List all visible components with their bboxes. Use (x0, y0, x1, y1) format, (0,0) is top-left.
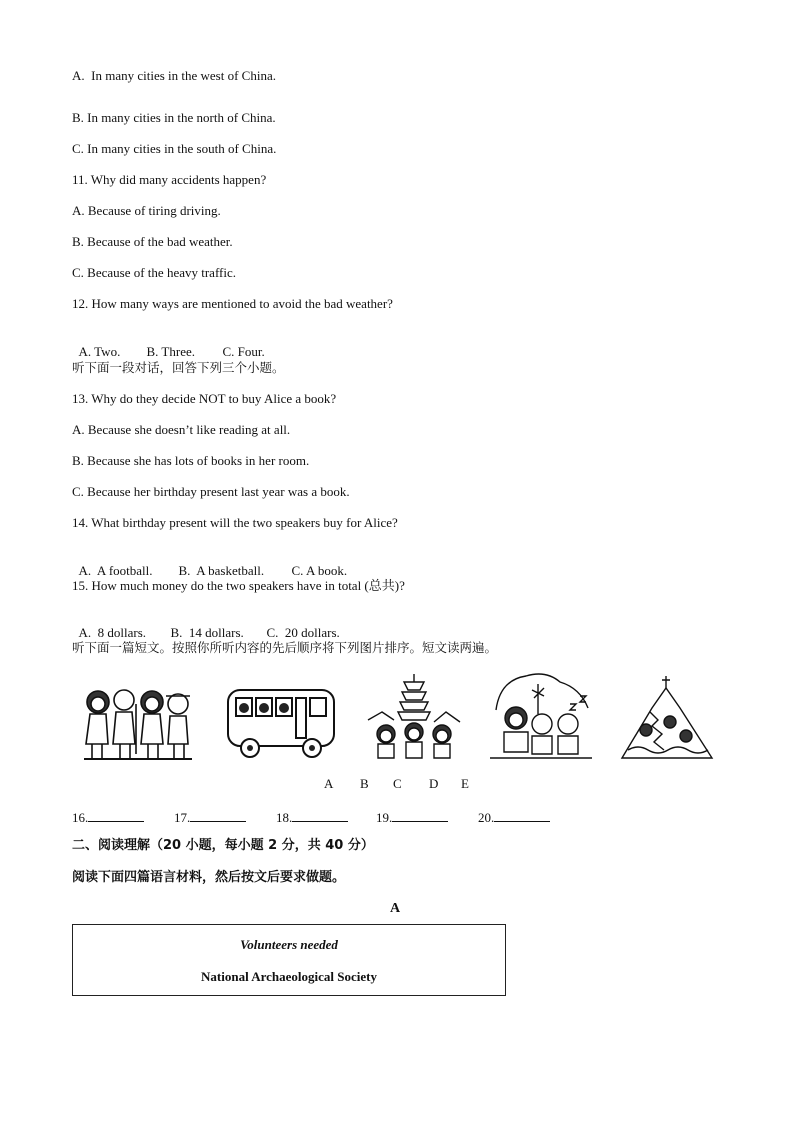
answer-blank-18[interactable] (276, 808, 348, 826)
q13-option-b: B. Because she has lots of books in her room. (72, 453, 310, 468)
question-15: 15. How much money do the two speakers have in total (总共)? (72, 578, 405, 593)
picture-letter-c: C (393, 776, 402, 791)
blank-number: 20. (478, 810, 495, 825)
picture-letter-d: D (429, 776, 439, 791)
question-12: 12. How many ways are mentioned to avoid the bad weather? (72, 296, 393, 311)
q13-option-c: C. Because her birthday present last year was a book. (72, 484, 350, 499)
notice-title: Volunteers needed (240, 937, 338, 952)
q15-option-b: B. 14 dollars. (170, 625, 244, 640)
notice-box (72, 924, 506, 996)
picture-bus (224, 684, 340, 762)
q14-options (72, 547, 347, 579)
q15-option-a: A. 8 dollars. (78, 625, 147, 640)
q11-option-b: B. Because of the bad weather. (72, 234, 233, 249)
q13-option-a: A. Because she doesn’t like reading at all. (72, 422, 291, 437)
blank-number: 17. (174, 810, 191, 825)
q14-option-c: C. A book. (291, 563, 348, 578)
q12-option-c: C. Four. (222, 344, 265, 359)
question-13: 13. Why do they decide NOT to buy Alice a book? (72, 391, 337, 406)
answer-blank-17[interactable] (174, 808, 246, 826)
picture-kids-group (80, 684, 196, 762)
picture-letter-e: E (461, 776, 469, 791)
blank-number: 16. (72, 810, 89, 825)
question-11: 11. Why did many accidents happen? (72, 172, 267, 187)
answer-blank-19[interactable] (376, 808, 448, 826)
q10-option-c: C. In many cities in the south of China. (72, 141, 277, 156)
blank-number: 18. (276, 810, 293, 825)
picture-pagoda (366, 672, 462, 762)
answer-blank-20[interactable] (478, 808, 550, 826)
q12-option-a: A. Two. (78, 344, 121, 359)
answer-blank-16[interactable] (72, 808, 144, 826)
dialog-instruction: 听下面一段对话，回答下列三个小题。 (72, 360, 285, 375)
q14-option-a: A. A football. (78, 563, 153, 578)
q10-option-b: B. In many cities in the north of China. (72, 110, 276, 125)
section-2-instruction: 阅读下面四篇语言材料，然后按文后要求做题。 (72, 870, 346, 885)
passage-label: A (390, 901, 401, 916)
q15-option-c: C. 20 dollars. (266, 625, 340, 640)
q11-option-c: C. Because of the heavy traffic. (72, 265, 236, 280)
q14-option-b: B. A basketball. (178, 563, 265, 578)
section-2-heading: 二、阅读理解（20 小题，每小题 2 分，共 40 分） (72, 838, 374, 853)
q10-option-a: A. In many cities in the west of China. (72, 68, 276, 83)
q12-options (72, 328, 265, 360)
picture-kids-sleeping (488, 670, 594, 762)
blank-number: 19. (376, 810, 393, 825)
picture-letter-a: A (324, 776, 334, 791)
picture-letter-b: B (360, 776, 369, 791)
picture-mountain-climb (620, 672, 714, 762)
question-14: 14. What birthday present will the two speakers buy for Alice? (72, 515, 398, 530)
q11-option-a: A. Because of tiring driving. (72, 203, 221, 218)
passage-instruction: 听下面一篇短文。按照你所听内容的先后顺序将下列图片排序。短文读两遍。 (72, 640, 498, 655)
q12-option-b: B. Three. (146, 344, 195, 359)
notice-org: National Archaeological Society (201, 969, 377, 984)
q15-options (72, 609, 340, 641)
